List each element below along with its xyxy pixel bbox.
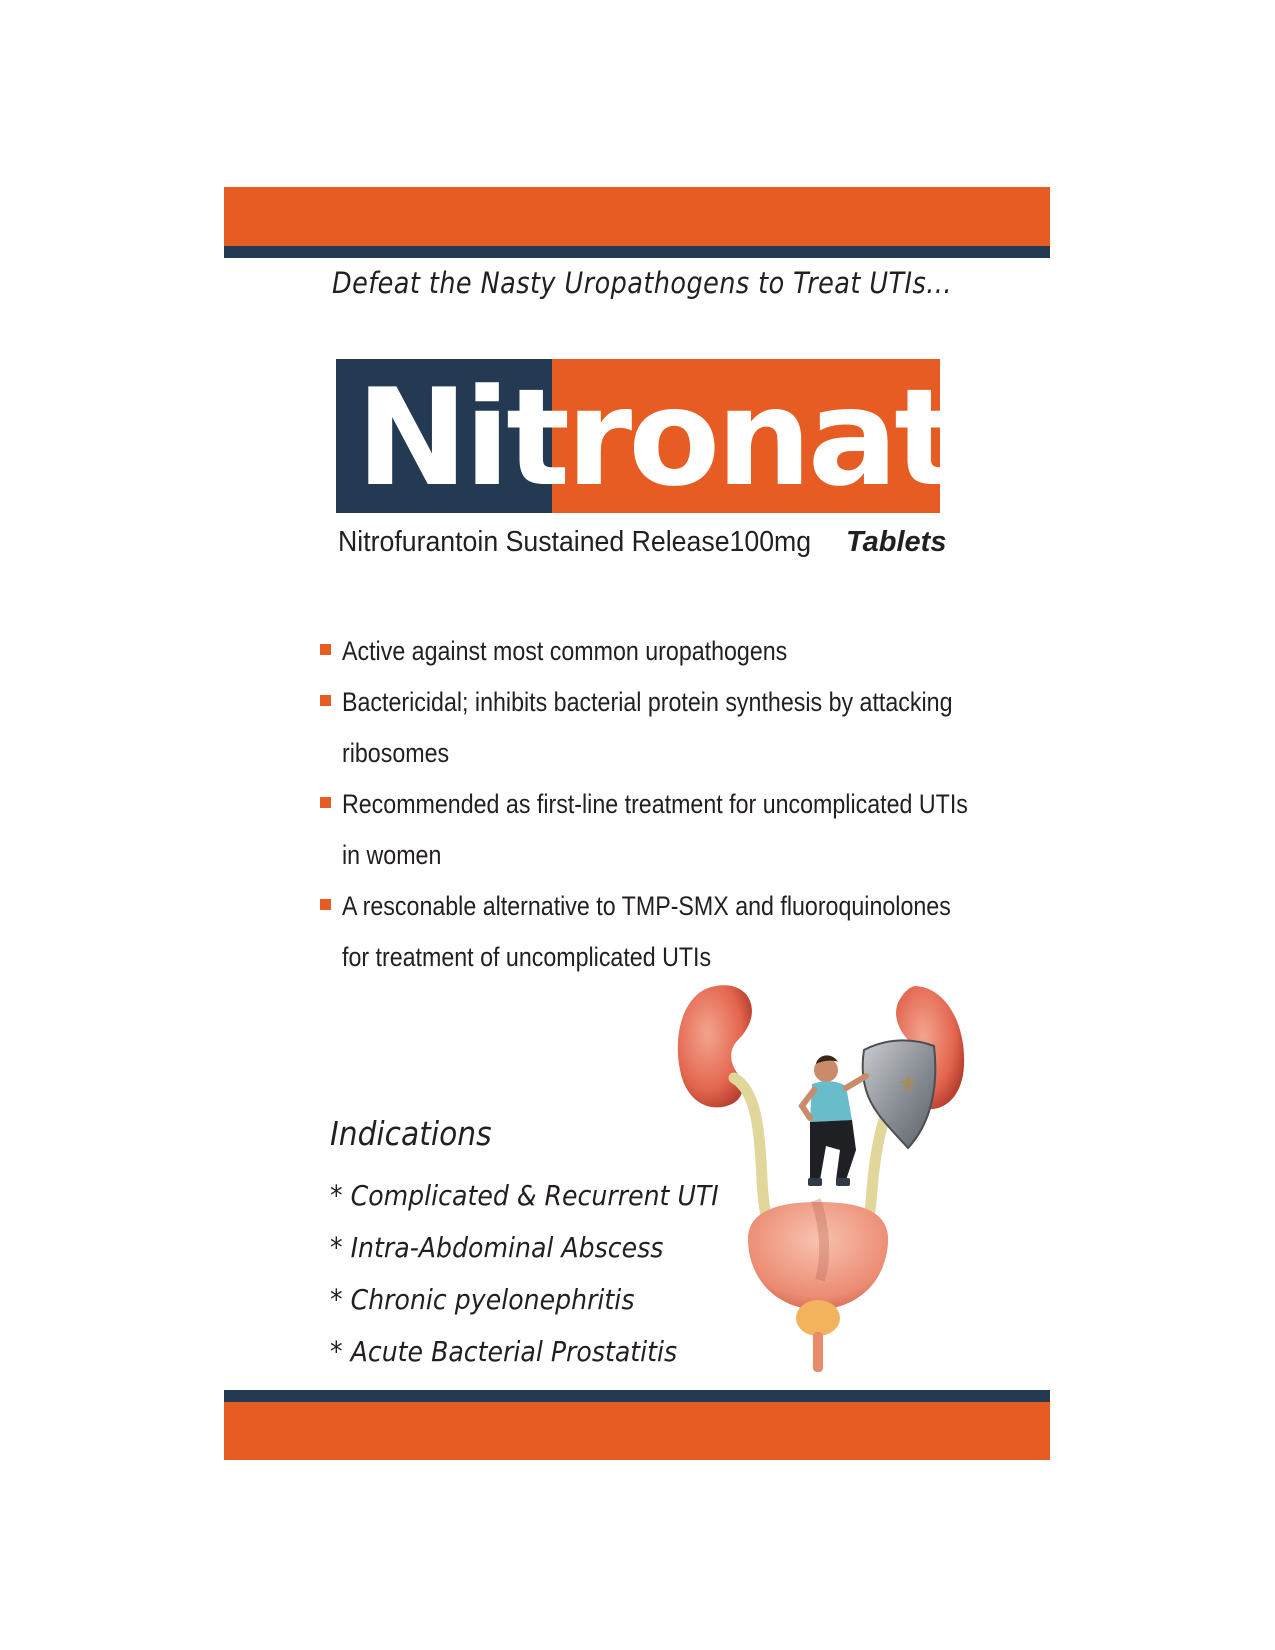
brand-name: Nitronat <box>356 360 955 516</box>
bottom-navy-stripe <box>224 1390 1050 1402</box>
square-bullet-icon <box>320 797 331 808</box>
square-bullet-icon <box>320 695 331 706</box>
square-bullet-icon <box>320 644 331 655</box>
list-item: A resconable alternative to TMP-SMX and fluoroquinolones for treatment of uncomplicated UTIs <box>320 881 980 983</box>
list-item: Recommended as first-line treatment for uncomplicated UTIs in women <box>320 779 980 881</box>
bottom-orange-band <box>224 1402 1050 1460</box>
top-orange-band <box>224 187 1050 246</box>
urinary-tract-illustration-icon <box>676 980 1006 1380</box>
list-item: * Acute Bacterial Prostatitis <box>330 1335 678 1368</box>
list-item: Bactericidal; inhibits bacterial protein synthesis by attacking ribosomes <box>320 677 980 779</box>
list-item: * Complicated & Recurrent UTI <box>330 1179 719 1212</box>
list-item: * Chronic pyelonephritis <box>330 1283 635 1316</box>
brand-logo <box>336 359 955 516</box>
generic-name-dosage: Nitrofurantoin Sustained Release100mg <box>338 526 812 558</box>
top-navy-stripe <box>224 246 1050 258</box>
indications-heading: Indications <box>330 1114 492 1153</box>
feature-list <box>320 626 980 983</box>
square-bullet-icon <box>320 899 331 910</box>
list-item: * Intra-Abdominal Abscess <box>330 1231 664 1264</box>
dosage-form: Tablets <box>846 526 947 558</box>
list-item: Active against most common uropathogens <box>320 626 980 677</box>
svg-text:⚜: ⚜ <box>898 1073 918 1098</box>
tagline: Defeat the Nasty Uropathogens to Treat UTIs... <box>332 266 952 300</box>
